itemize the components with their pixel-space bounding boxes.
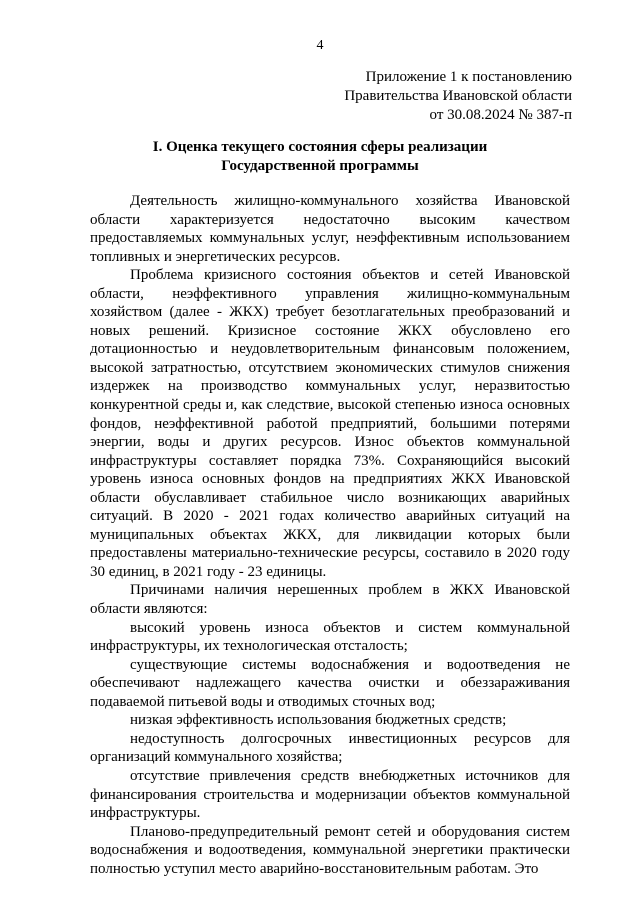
appendix-block [344, 68, 572, 125]
list-item: недоступность долгосрочных инвестиционных ресурсов для организаций коммунального хозяйства; [90, 730, 570, 766]
section-heading-line-2: Государственной программы [221, 158, 419, 174]
paragraph: Проблема кризисного состояния объектов и сетей Ивановской области, неэффективного управления жилищно-коммунальным хозяйством (далее - ЖКХ) требует безотлагательных преобразований и новых решений. Кризисное состояние ЖКХ обусловлено его дотационностью и неудовлетворительным финансовым положением, высокой затратностью, отсутствием экономических стимулов снижения издержек на производство коммунальных услуг, неразвитостью конкурентной среды и, как следствие, высокой степенью износа основных фондов, неэффективной работой предприятий, большими потерями энергии, воды и других ресурсов. Износ объектов коммунальной инфраструктуры составляет порядка 73%. Сохраняющийся высокий уровень износа основных фондов на предприятиях ЖКХ Ивановской области обуславливает стабильное число возникающих аварийных ситуаций. В 2020 - 2021 годах количество аварийных ситуаций на муниципальных объектах ЖКХ, для ликвидации которых были предоставлены материально-технические ресурсы, составило в 2020 году 30 единиц, в 2021 году - 23 единицы. [90, 267, 570, 580]
paragraph: Деятельность жилищно-коммунального хозяйства Ивановской области характеризуется недостаточно высоким качеством предоставляемых коммунальных услуг, неэффективным использованием топливных и энергетических ресурсов. [90, 193, 570, 265]
page-number: 4 [316, 38, 324, 53]
paragraph: Планово-предупредительный ремонт сетей и оборудования систем водоснабжения и водоотведения, коммунальной энергетики практически полностью уступил место аварийно-восстановительным работам. Это [90, 823, 570, 877]
appendix-line-2: Правительства Ивановской области [344, 88, 572, 104]
list-item: отсутствие привлечения средств внебюджетных источников для финансирования строительства и модернизации объектов коммунальной инфраструктуры. [90, 767, 570, 822]
list-item: существующие системы водоснабжения и водоотведения не обеспечивают надлежащего качества очистки и обеззараживания подаваемой питьевой воды и отводимых сточных вод; [90, 656, 570, 710]
appendix-line-1: Приложение 1 к постановлению [365, 69, 572, 85]
paragraph: Причинами наличия нерешенных проблем в ЖКХ Ивановской области являются: [90, 582, 570, 618]
list-item: низкая эффективность использования бюджетных средств; [130, 712, 507, 729]
list-item: высокий уровень износа объектов и систем коммунальной инфраструктуры, их технологическая отсталость; [90, 619, 570, 655]
section-heading [0, 138, 640, 176]
section-heading-line-1: I. Оценка текущего состояния сферы реализации [152, 139, 488, 155]
appendix-line-3: от 30.08.2024 № 387-п [429, 107, 572, 123]
document-body [90, 192, 570, 878]
